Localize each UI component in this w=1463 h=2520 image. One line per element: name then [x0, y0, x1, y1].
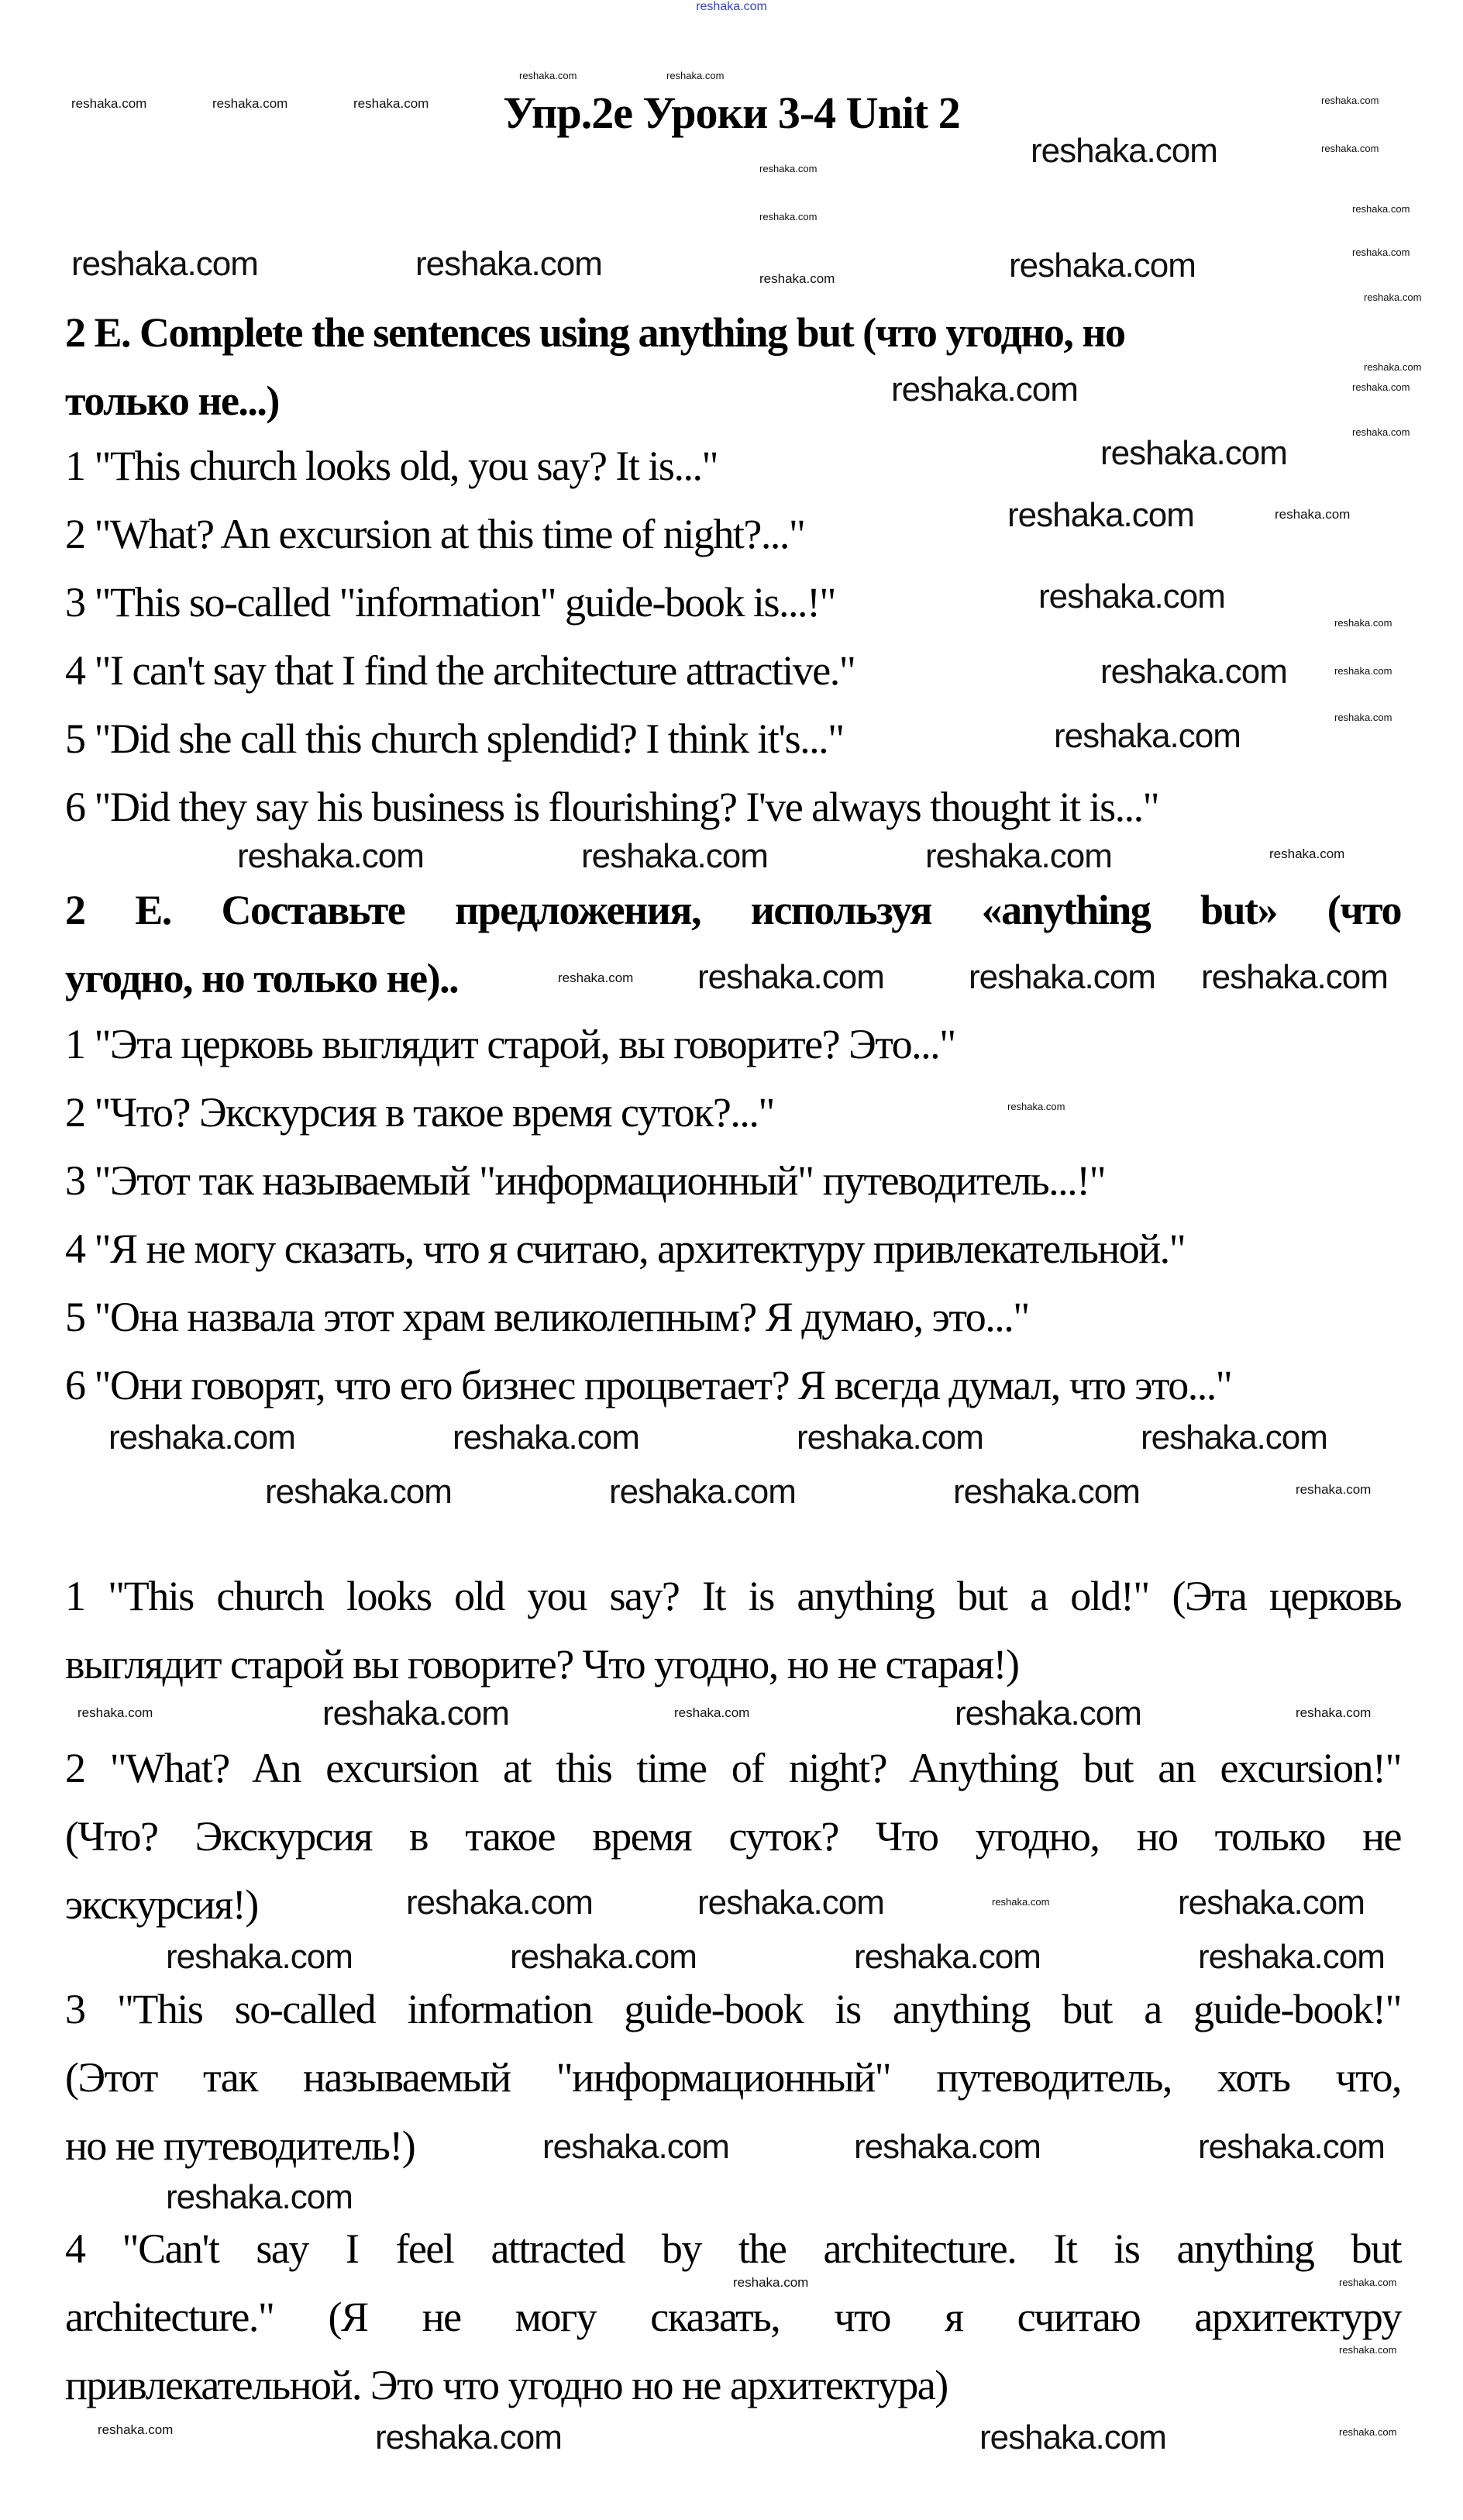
watermark: reshaka.com: [406, 1884, 593, 1922]
answer-line: (Этот так называемый "информационный" путеводитель, хоть что,: [65, 2054, 1401, 2101]
watermark: reshaka.com: [666, 70, 725, 81]
watermark: reshaka.com: [237, 837, 424, 875]
watermark: reshaka.com: [1054, 717, 1241, 755]
watermark: reshaka.com: [1339, 2344, 1397, 2356]
heading-ru-line: угодно, но только не)..: [65, 955, 459, 1001]
watermark: reshaka.com: [558, 970, 634, 985]
watermark: reshaka.com: [510, 1938, 697, 1976]
page-title: Упр.2е Уроки 3-4 Unit 2: [503, 88, 960, 138]
watermark: reshaka.com: [1321, 95, 1379, 106]
watermark: reshaka.com: [1198, 2128, 1385, 2166]
watermark: reshaka.com: [1352, 426, 1410, 438]
watermark: reshaka.com: [1296, 1482, 1372, 1497]
watermark: reshaka.com: [1334, 617, 1392, 629]
watermark: reshaka.com: [98, 2422, 174, 2437]
watermark: reshaka.com: [71, 96, 147, 111]
watermark: reshaka.com: [353, 96, 429, 111]
answer-line: привлекательной. Это что угодно но не архитектура): [65, 2362, 948, 2408]
watermark: reshaka.com: [1198, 1938, 1385, 1976]
item-ru: 1 "Эта церковь выглядит старой, вы говорите? Это...": [65, 1021, 955, 1067]
watermark: reshaka.com: [733, 2275, 809, 2290]
watermark: reshaka.com: [1141, 1419, 1327, 1456]
watermark: reshaka.com: [759, 211, 818, 222]
watermark: reshaka.com: [955, 1694, 1141, 1732]
watermark: reshaka.com: [1321, 143, 1379, 154]
answer-line: architecture." (Я не могу сказать, что я считаю архитектуру: [65, 2294, 1401, 2340]
watermark: reshaka.com: [1031, 132, 1217, 170]
watermark: reshaka.com: [969, 958, 1155, 996]
watermark: reshaka.com: [1364, 291, 1422, 303]
watermark: reshaka.com: [166, 2178, 353, 2216]
watermark: reshaka.com: [1009, 246, 1196, 284]
answer-line: 2 "What? An excursion at this time of night? Anything but an excursion!": [65, 1745, 1401, 1791]
watermark: reshaka.com: [1352, 246, 1410, 258]
watermark: reshaka.com: [1339, 2277, 1397, 2288]
item-en: 5 "Did she call this church splendid? I think it's...": [65, 715, 844, 762]
item-en: 3 "This so-called "information" guide-book is...!": [65, 579, 835, 626]
watermark: reshaka.com: [953, 1473, 1140, 1511]
item-ru: 4 "Я не могу сказать, что я считаю, архитектуру привлекательной.": [65, 1226, 1186, 1272]
watermark: reshaka.com: [1352, 381, 1410, 393]
item-en: 6 "Did they say his business is flourishing? I've always thought it is...": [65, 784, 1159, 830]
watermark: reshaka.com: [1201, 958, 1388, 996]
item-ru: 5 "Она назвала этот храм великолепным? Я думаю, это...": [65, 1294, 1029, 1340]
watermark: reshaka.com: [1100, 434, 1287, 472]
answer-line: 1 "This church looks old you say? It is anything but a old!" (Эта церковь: [65, 1573, 1401, 1619]
watermark: reshaka.com: [322, 1694, 509, 1732]
heading-en-line: 2 E. Complete the sentences using anything but (что угодно, но: [65, 309, 1125, 356]
watermark: reshaka.com: [609, 1473, 796, 1511]
watermark: reshaka.com: [1334, 712, 1392, 723]
watermark: reshaka.com: [674, 1705, 750, 1720]
watermark: reshaka.com: [797, 1419, 983, 1456]
watermark: reshaka.com: [77, 1705, 153, 1720]
watermark: reshaka.com: [1007, 496, 1194, 534]
watermark: reshaka.com: [1334, 665, 1392, 677]
watermark: reshaka.com: [71, 245, 258, 283]
item-en: 2 "What? An excursion at this time of night?...": [65, 511, 805, 557]
watermark: reshaka.com: [1178, 1884, 1365, 1922]
answer-line: но не путеводитель!): [65, 2122, 415, 2169]
item-ru: 2 "Что? Экскурсия в такое время суток?...": [65, 1089, 774, 1136]
answer-line: выглядит старой вы говорите? Что угодно, но не старая!): [65, 1641, 1019, 1687]
watermark: reshaka.com: [265, 1473, 452, 1511]
answer-line: 4 "Can't say I feel attracted by the architecture. It is anything but: [65, 2225, 1401, 2272]
watermark: reshaka.com: [1275, 507, 1351, 522]
watermark: reshaka.com: [697, 958, 884, 996]
watermark: reshaka.com: [1038, 577, 1225, 615]
watermark: reshaka.com: [891, 371, 1078, 409]
watermark: reshaka.com: [759, 163, 818, 174]
heading-en-line: только не...): [65, 377, 279, 424]
watermark: reshaka.com: [212, 96, 288, 111]
item-en: 4 "I can't say that I find the architecture attractive.": [65, 647, 855, 694]
watermark: reshaka.com: [519, 70, 577, 81]
watermark: reshaka.com: [697, 1884, 884, 1922]
answer-line: экскурсия!): [65, 1881, 258, 1928]
watermark: reshaka.com: [1352, 203, 1410, 215]
watermark: reshaka.com: [1364, 361, 1422, 373]
answer-line: 3 "This so-called information guide-book is anything but a guide-book!": [65, 1986, 1401, 2032]
item-ru: 6 "Они говорят, что его бизнес процветает? Я всегда думал, что это...": [65, 1362, 1232, 1408]
watermark: reshaka.com: [166, 1938, 353, 1976]
watermark: reshaka.com: [854, 2128, 1041, 2166]
answer-line: (Что? Экскурсия в такое время суток? Что угодно, но только не: [65, 1813, 1401, 1860]
watermark: reshaka.com: [453, 1419, 639, 1456]
watermark: reshaka.com: [854, 1938, 1041, 1976]
top-watermark-link[interactable]: reshaka.com: [696, 0, 767, 13]
watermark: reshaka.com: [925, 837, 1112, 875]
watermark: reshaka.com: [1296, 1705, 1372, 1720]
watermark: reshaka.com: [1100, 653, 1287, 691]
watermark: reshaka.com: [979, 2418, 1166, 2456]
watermark: reshaka.com: [1339, 2426, 1397, 2438]
item-en: 1 "This church looks old, you say? It is...": [65, 443, 718, 489]
item-ru: 3 "Этот так называемый "информационный" путеводитель...!": [65, 1157, 1106, 1204]
watermark: reshaka.com: [581, 837, 768, 875]
watermark: reshaka.com: [1269, 846, 1345, 861]
watermark: reshaka.com: [375, 2418, 562, 2456]
watermark: reshaka.com: [415, 245, 602, 283]
watermark: reshaka.com: [992, 1896, 1050, 1908]
heading-ru-line: 2 Е. Составьте предложения, используя «anything but» (что: [65, 887, 1401, 933]
watermark: reshaka.com: [108, 1419, 295, 1456]
watermark: reshaka.com: [1007, 1101, 1065, 1112]
watermark: reshaka.com: [542, 2128, 729, 2166]
watermark: reshaka.com: [759, 271, 835, 286]
